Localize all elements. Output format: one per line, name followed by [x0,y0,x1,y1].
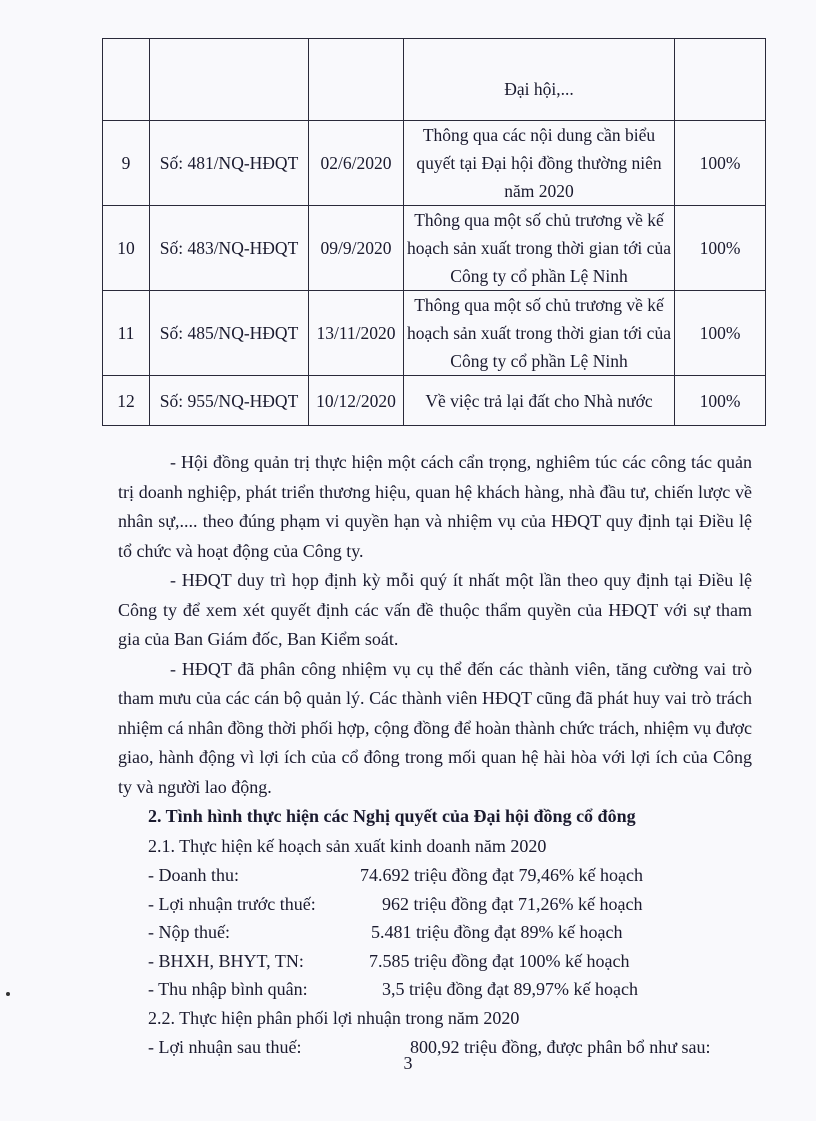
body-text [118,448,752,1062]
row-content: Thông qua một số chủ trương về kế hoạch sản xuất trong thời gian tới của Công ty cổ phần Lệ Ninh [404,291,675,376]
row-content: Thông qua các nội dung cần biểu quyết tại Đại hội đồng thường niên năm 2020 [404,121,675,206]
kpi-value: 74.692 triệu đồng đạt 79,46% kế hoạch [360,865,643,885]
table-row [103,206,766,291]
subsection-title: 2.2. Thực hiện phân phối lợi nhuận trong năm 2020 [148,1007,520,1028]
row-rate [675,39,766,121]
page-number: 3 [403,1053,413,1073]
row-date: 10/12/2020 [309,376,404,426]
row-number [150,39,309,121]
kpi-label: - Doanh thu: [148,865,239,885]
kpi-label: - Nộp thuế: [148,922,230,942]
profit-value: 800,92 triệu đồng, được phân bổ như sau: [410,1037,711,1057]
kpi-row [118,975,752,1004]
section-heading: 2. Tình hình thực hiện các Nghị quyết của Đại hội đồng cổ đông [148,806,636,826]
profit-label: - Lợi nhuận sau thuế: [148,1037,302,1057]
paragraph: - HĐQT duy trì họp định kỳ mỗi quý ít nhất một lần theo quy định tại Điều lệ Công ty để xem xét quyết định các vấn đề thuộc thẩm quyền của HĐQT với sự tham gia của Ban Giám đốc, Ban Kiểm soát. [118,570,752,649]
row-no [103,39,150,121]
kpi-row [118,918,752,947]
scan-speck [6,992,10,996]
row-no: 9 [103,121,150,206]
row-rate: 100% [675,206,766,291]
row-rate: 100% [675,121,766,206]
row-content: Thông qua một số chủ trương về kế hoạch sản xuất trong thời gian tới của Công ty cổ phần Lệ Ninh [404,206,675,291]
row-rate: 100% [675,376,766,426]
kpi-label: - Lợi nhuận trước thuế: [148,893,316,914]
row-no: 12 [103,376,150,426]
kpi-row [118,890,752,919]
table-row [103,121,766,206]
table-row [103,291,766,376]
kpi-row [118,861,752,890]
row-number: Số: 481/NQ-HĐQT [150,121,309,206]
row-no: 11 [103,291,150,376]
kpi-row [118,947,752,976]
subsection-title: 2.1. Thực hiện kế hoạch sản xuất kinh doanh năm 2020 [148,835,547,856]
row-number: Số: 483/NQ-HĐQT [150,206,309,291]
table-row [103,376,766,426]
row-date: 13/11/2020 [309,291,404,376]
row-date: 09/9/2020 [309,206,404,291]
row-no: 10 [103,206,150,291]
row-number: Số: 955/NQ-HĐQT [150,376,309,426]
row-date: 02/6/2020 [309,121,404,206]
row-content: Đại hội,... [404,39,675,121]
row-number: Số: 485/NQ-HĐQT [150,291,309,376]
table-row [103,39,766,121]
kpi-label: - BHXH, BHYT, TN: [148,950,304,971]
row-rate: 100% [675,291,766,376]
paragraph: - HĐQT đã phân công nhiệm vụ cụ thể đến các thành viên, tăng cường vai trò tham mưu của các cán bộ quản lý. Các thành viên HĐQT cũng đã phát huy vai trò trách nhiệm cá nhân đồng thời phối hợp, cộng đồng để hoàn thành chức trách, nhiệm vụ được giao, hành động vì lợi ích của cổ đông trong mối quan hệ hài hòa với lợi ích của Công ty và người lao động. [118,658,752,797]
paragraph: - Hội đồng quản trị thực hiện một cách cẩn trọng, nghiêm túc các công tác quản trị doanh nghiệp, phát triển thương hiệu, quan hệ khách hàng, nhà đầu tư, chiến lược về nhân sự,.... theo đúng phạm vi quyền hạn và nhiệm vụ của HĐQT quy định tại Điều lệ tổ chức và hoạt động của Công ty. [118,452,752,561]
row-content: Về việc trả lại đất cho Nhà nước [404,376,675,426]
row-date [309,39,404,121]
kpi-value: 5.481 triệu đồng đạt 89% kế hoạch [371,922,623,942]
kpi-label: - Thu nhập bình quân: [148,979,308,999]
resolutions-table [102,38,766,426]
kpi-value: 3,5 triệu đồng đạt 89,97% kế hoạch [382,979,638,999]
kpi-value: 962 triệu đồng đạt 71,26% kế hoạch [382,893,643,914]
kpi-value: 7.585 triệu đồng đạt 100% kế hoạch [369,950,630,971]
